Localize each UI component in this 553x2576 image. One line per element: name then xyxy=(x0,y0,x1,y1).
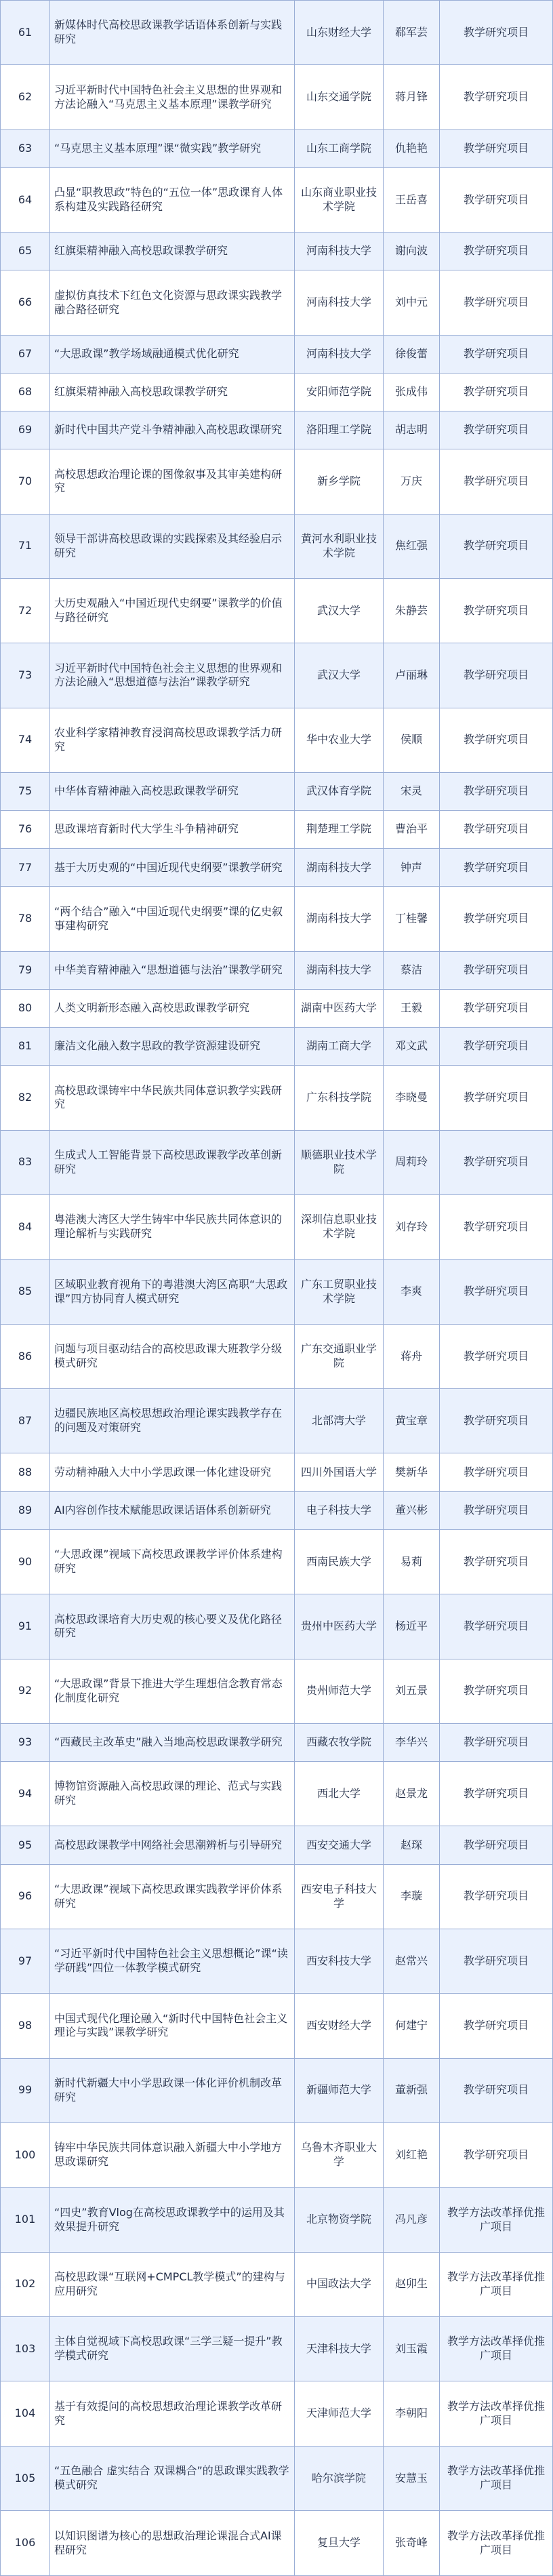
project-title: 基于有效提问的高校思想政治理论课教学改革研究 xyxy=(50,2381,295,2446)
school-name: 天津科技大学 xyxy=(295,2317,384,2381)
project-number: 72 xyxy=(1,578,50,643)
table-row xyxy=(1,2058,553,2122)
school-name: 西北大学 xyxy=(295,1762,384,1826)
table-row xyxy=(1,2188,553,2252)
school-name: 北京物资学院 xyxy=(295,2188,384,2252)
project-type: 教学研究项目 xyxy=(440,1130,553,1194)
project-type: 教学研究项目 xyxy=(440,1529,553,1594)
school-name: 电子科技大学 xyxy=(295,1491,384,1529)
project-type: 教学方法改革择优推广项目 xyxy=(440,2188,553,2252)
project-title: 博物馆资源融入高校思政课的理论、范式与实践研究 xyxy=(50,1762,295,1826)
project-number: 74 xyxy=(1,708,50,772)
project-title: 大历史观融入“中国近现代史纲要”课教学的价值与路径研究 xyxy=(50,578,295,643)
project-title: 问题与项目驱动结合的高校思政课大班教学分级模式研究 xyxy=(50,1324,295,1388)
table-row xyxy=(1,1260,553,1324)
table-row xyxy=(1,1723,553,1761)
school-name: 贵州中医药大学 xyxy=(295,1594,384,1659)
leader-name: 谢向波 xyxy=(384,233,440,270)
table-row xyxy=(1,1659,553,1723)
project-type: 教学研究项目 xyxy=(440,1389,553,1453)
project-title: “西藏民主改革史”融入当地高校思政课教学研究 xyxy=(50,1723,295,1761)
project-number: 75 xyxy=(1,773,50,811)
school-name: 湖南科技大学 xyxy=(295,849,384,887)
school-name: 顺德职业技术学院 xyxy=(295,1130,384,1194)
leader-name: 刘玉霞 xyxy=(384,2317,440,2381)
leader-name: 侯顺 xyxy=(384,708,440,772)
leader-name: 曹治平 xyxy=(384,811,440,849)
leader-name: 樊新华 xyxy=(384,1453,440,1491)
project-type: 教学研究项目 xyxy=(440,1028,553,1066)
school-name: 湖南科技大学 xyxy=(295,887,384,951)
table-row xyxy=(1,335,553,373)
project-number: 76 xyxy=(1,811,50,849)
school-name: 西南民族大学 xyxy=(295,1529,384,1594)
school-name: 西安交通大学 xyxy=(295,1826,384,1864)
project-title: 农业科学家精神教育浸润高校思政课教学活力研究 xyxy=(50,708,295,772)
project-number: 63 xyxy=(1,129,50,167)
project-title: 习近平新时代中国特色社会主义思想的世界观和方法论融入“马克思主义基本原理”课教学研究 xyxy=(50,65,295,129)
table-row xyxy=(1,1066,553,1130)
table-row xyxy=(1,2122,553,2187)
leader-name: 蒋月锋 xyxy=(384,65,440,129)
table-row xyxy=(1,951,553,989)
project-title: 高校思政课教学中网络社会思潮辨析与引导研究 xyxy=(50,1826,295,1864)
project-type: 教学方法改革择优推广项目 xyxy=(440,2252,553,2316)
project-type: 教学研究项目 xyxy=(440,270,553,335)
project-type: 教学研究项目 xyxy=(440,1826,553,1864)
project-number: 78 xyxy=(1,887,50,951)
leader-name: 黄宝章 xyxy=(384,1389,440,1453)
table-row xyxy=(1,849,553,887)
leader-name: 焦红强 xyxy=(384,514,440,578)
project-number: 102 xyxy=(1,2252,50,2316)
school-name: 乌鲁木齐职业大学 xyxy=(295,2122,384,2187)
school-name: 贵州师范大学 xyxy=(295,1659,384,1723)
project-title: 新时代新疆大中小学思政课一体化评价机制改革研究 xyxy=(50,2058,295,2122)
table-row xyxy=(1,167,553,232)
school-name: 广东交通职业学院 xyxy=(295,1324,384,1388)
leader-name: 李晓曼 xyxy=(384,1066,440,1130)
project-title: 基于大历史观的“中国近现代史纲要”课教学研究 xyxy=(50,849,295,887)
project-title: 劳动精神融入大中小学思政课一体化建设研究 xyxy=(50,1453,295,1491)
project-type: 教学研究项目 xyxy=(440,773,553,811)
project-title: “习近平新时代中国特色社会主义思想概论”课“读学研践”四位一体教学模式研究 xyxy=(50,1929,295,1993)
table-row xyxy=(1,1994,553,2058)
school-name: 山东财经大学 xyxy=(295,1,384,65)
table-row xyxy=(1,2446,553,2510)
leader-name: 董新强 xyxy=(384,2058,440,2122)
project-title: “大思政课”教学场域融通模式优化研究 xyxy=(50,335,295,373)
table-row xyxy=(1,990,553,1028)
leader-name: 胡志明 xyxy=(384,411,440,449)
project-type: 教学研究项目 xyxy=(440,373,553,411)
project-type: 教学研究项目 xyxy=(440,1929,553,1993)
project-title: “大思政课”视域下高校思政课教学评价体系建构研究 xyxy=(50,1529,295,1594)
leader-name: 蒋舟 xyxy=(384,1324,440,1388)
leader-name: 钟声 xyxy=(384,849,440,887)
project-title: “两个结合”融入“中国近现代史纲要”课的亿史叙事建构研究 xyxy=(50,887,295,951)
project-type: 教学研究项目 xyxy=(440,1324,553,1388)
project-number: 95 xyxy=(1,1826,50,1864)
school-name: 北部湾大学 xyxy=(295,1389,384,1453)
project-title: 领导干部讲高校思政课的实践探索及其经验启示研究 xyxy=(50,514,295,578)
project-type: 教学研究项目 xyxy=(440,811,553,849)
project-number: 71 xyxy=(1,514,50,578)
project-title: 以知识图谱为核心的思想政治理论课混合式AI课程研究 xyxy=(50,2511,295,2576)
table-row xyxy=(1,1130,553,1194)
project-number: 88 xyxy=(1,1453,50,1491)
school-name: 华中农业大学 xyxy=(295,708,384,772)
project-title: 高校思政课“互联网+CMPCL教学模式”的建构与应用研究 xyxy=(50,2252,295,2316)
project-number: 93 xyxy=(1,1723,50,1761)
school-name: 河南科技大学 xyxy=(295,233,384,270)
table-row xyxy=(1,411,553,449)
table-row xyxy=(1,1,553,65)
table-row xyxy=(1,373,553,411)
project-number: 62 xyxy=(1,65,50,129)
project-number: 91 xyxy=(1,1594,50,1659)
project-number: 106 xyxy=(1,2511,50,2576)
leader-name: 邓文武 xyxy=(384,1028,440,1066)
project-title: “四史”教育Vlog在高校思政课教学中的运用及其效果提升研究 xyxy=(50,2188,295,2252)
project-number: 104 xyxy=(1,2381,50,2446)
project-number: 97 xyxy=(1,1929,50,1993)
project-title: 中华美育精神融入“思想道德与法治”课教学研究 xyxy=(50,951,295,989)
project-number: 100 xyxy=(1,2122,50,2187)
leader-name: 赵景龙 xyxy=(384,1762,440,1826)
school-name: 新疆师范大学 xyxy=(295,2058,384,2122)
table-row xyxy=(1,1762,553,1826)
project-number: 99 xyxy=(1,2058,50,2122)
table-row xyxy=(1,1453,553,1491)
project-number: 61 xyxy=(1,1,50,65)
table-row xyxy=(1,449,553,514)
table-row xyxy=(1,1529,553,1594)
school-name: 哈尔滨学院 xyxy=(295,2446,384,2510)
school-name: 武汉大学 xyxy=(295,578,384,643)
table-row xyxy=(1,270,553,335)
project-type: 教学研究项目 xyxy=(440,1762,553,1826)
table-row xyxy=(1,1028,553,1066)
project-type: 教学研究项目 xyxy=(440,2058,553,2122)
project-title: 边疆民族地区高校思想政治理论课实践教学存在的问题及对策研究 xyxy=(50,1389,295,1453)
table-row xyxy=(1,708,553,772)
leader-name: 李璇 xyxy=(384,1864,440,1929)
table-row xyxy=(1,643,553,708)
table-row xyxy=(1,1929,553,1993)
school-name: 中国政法大学 xyxy=(295,2252,384,2316)
project-type: 教学研究项目 xyxy=(440,849,553,887)
project-title: 人类文明新形态融入高校思政课教学研究 xyxy=(50,990,295,1028)
table-row xyxy=(1,578,553,643)
project-type: 教学方法改革择优推广项目 xyxy=(440,2511,553,2576)
table-row xyxy=(1,1195,553,1260)
project-table-body xyxy=(1,1,553,2576)
project-title: AI内容创作技术赋能思政课话语体系创新研究 xyxy=(50,1491,295,1529)
leader-name: 朱静芸 xyxy=(384,578,440,643)
leader-name: 卢丽琳 xyxy=(384,643,440,708)
school-name: 西安科技大学 xyxy=(295,1929,384,1993)
project-type: 教学研究项目 xyxy=(440,1659,553,1723)
leader-name: 刘五景 xyxy=(384,1659,440,1723)
table-row xyxy=(1,129,553,167)
school-name: 黄河水利职业技术学院 xyxy=(295,514,384,578)
leader-name: 刘存玲 xyxy=(384,1195,440,1260)
table-row xyxy=(1,1826,553,1864)
project-number: 73 xyxy=(1,643,50,708)
project-number: 94 xyxy=(1,1762,50,1826)
leader-name: 赵常兴 xyxy=(384,1929,440,1993)
leader-name: 杨近平 xyxy=(384,1594,440,1659)
table-row xyxy=(1,2381,553,2446)
project-type: 教学研究项目 xyxy=(440,1453,553,1491)
school-name: 河南科技大学 xyxy=(295,270,384,335)
school-name: 广东工贸职业技术学院 xyxy=(295,1260,384,1324)
project-number: 101 xyxy=(1,2188,50,2252)
project-type: 教学方法改革择优推广项目 xyxy=(440,2381,553,2446)
project-number: 64 xyxy=(1,167,50,232)
table-row xyxy=(1,811,553,849)
project-type: 教学方法改革择优推广项目 xyxy=(440,2317,553,2381)
project-type: 教学研究项目 xyxy=(440,1066,553,1130)
project-number: 89 xyxy=(1,1491,50,1529)
project-number: 79 xyxy=(1,951,50,989)
project-title: 红旗渠精神融入高校思政课教学研究 xyxy=(50,373,295,411)
project-title: 中国式现代化理论融入“新时代中国特色社会主义理论与实践”课教学研究 xyxy=(50,1994,295,2058)
leader-name: 周莉玲 xyxy=(384,1130,440,1194)
project-type: 教学研究项目 xyxy=(440,449,553,514)
school-name: 山东商业职业技术学院 xyxy=(295,167,384,232)
project-number: 70 xyxy=(1,449,50,514)
leader-name: 万庆 xyxy=(384,449,440,514)
project-type: 教学研究项目 xyxy=(440,1195,553,1260)
project-title: 铸牢中华民族共同体意识融入新疆大中小学地方思政课研究 xyxy=(50,2122,295,2187)
project-type: 教学研究项目 xyxy=(440,335,553,373)
project-title: 中华体育精神融入高校思政课教学研究 xyxy=(50,773,295,811)
leader-name: 王岳喜 xyxy=(384,167,440,232)
school-name: 山东交通学院 xyxy=(295,65,384,129)
project-type: 教学研究项目 xyxy=(440,514,553,578)
table-row xyxy=(1,2511,553,2576)
project-title: “大思政课”背景下推进大学生理想信念教育常态化制度化研究 xyxy=(50,1659,295,1723)
leader-name: 冯凡彦 xyxy=(384,2188,440,2252)
project-type: 教学研究项目 xyxy=(440,65,553,129)
leader-name: 蔡洁 xyxy=(384,951,440,989)
project-title: 凸显“职教思政”特色的“五位一体”思政课育人体系构建及实践路径研究 xyxy=(50,167,295,232)
project-number: 69 xyxy=(1,411,50,449)
table-row xyxy=(1,1491,553,1529)
project-title: 高校思政课铸牢中华民族共同体意识教学实践研究 xyxy=(50,1066,295,1130)
project-number: 103 xyxy=(1,2317,50,2381)
leader-name: 赵琛 xyxy=(384,1826,440,1864)
project-type: 教学研究项目 xyxy=(440,411,553,449)
school-name: 四川外国语大学 xyxy=(295,1453,384,1491)
project-type: 教学研究项目 xyxy=(440,990,553,1028)
project-title: “大思政课”视域下高校思政课实践教学评价体系研究 xyxy=(50,1864,295,1929)
project-number: 65 xyxy=(1,233,50,270)
school-name: 新乡学院 xyxy=(295,449,384,514)
project-type: 教学研究项目 xyxy=(440,167,553,232)
project-title: “马克思主义基本原理”课“微实践”教学研究 xyxy=(50,129,295,167)
project-title: 主体自觉视域下高校思政课“三学三疑一提升”教学模式研究 xyxy=(50,2317,295,2381)
project-type: 教学研究项目 xyxy=(440,1,553,65)
project-number: 68 xyxy=(1,373,50,411)
table-row xyxy=(1,773,553,811)
table-row xyxy=(1,1864,553,1929)
project-number: 84 xyxy=(1,1195,50,1260)
school-name: 山东工商学院 xyxy=(295,129,384,167)
school-name: 安阳师范学院 xyxy=(295,373,384,411)
project-type: 教学研究项目 xyxy=(440,1491,553,1529)
school-name: 西藏农牧学院 xyxy=(295,1723,384,1761)
project-title: 生成式人工智能背景下高校思政课教学改革创新研究 xyxy=(50,1130,295,1194)
project-number: 86 xyxy=(1,1324,50,1388)
table-row xyxy=(1,2317,553,2381)
leader-name: 丁桂馨 xyxy=(384,887,440,951)
school-name: 天津师范大学 xyxy=(295,2381,384,2446)
project-title: 高校思政课培育大历史观的核心要义及优化路径研究 xyxy=(50,1594,295,1659)
school-name: 广东科技学院 xyxy=(295,1066,384,1130)
project-number: 98 xyxy=(1,1994,50,2058)
project-number: 90 xyxy=(1,1529,50,1594)
table-row xyxy=(1,1594,553,1659)
school-name: 湖南科技大学 xyxy=(295,951,384,989)
leader-name: 郗军芸 xyxy=(384,1,440,65)
school-name: 西安财经大学 xyxy=(295,1994,384,2058)
project-number: 105 xyxy=(1,2446,50,2510)
project-number: 82 xyxy=(1,1066,50,1130)
leader-name: 宋灵 xyxy=(384,773,440,811)
leader-name: 何建宁 xyxy=(384,1994,440,2058)
project-title: 思政课培育新时代大学生斗争精神研究 xyxy=(50,811,295,849)
school-name: 武汉体育学院 xyxy=(295,773,384,811)
school-name: 荆楚理工学院 xyxy=(295,811,384,849)
table-row xyxy=(1,65,553,129)
project-type: 教学研究项目 xyxy=(440,1723,553,1761)
leader-name: 张成伟 xyxy=(384,373,440,411)
leader-name: 李爽 xyxy=(384,1260,440,1324)
project-number: 77 xyxy=(1,849,50,887)
project-type: 教学研究项目 xyxy=(440,1864,553,1929)
school-name: 武汉大学 xyxy=(295,643,384,708)
leader-name: 张奇峰 xyxy=(384,2511,440,2576)
table-row xyxy=(1,233,553,270)
project-type: 教学研究项目 xyxy=(440,951,553,989)
leader-name: 刘红艳 xyxy=(384,2122,440,2187)
project-type: 教学研究项目 xyxy=(440,129,553,167)
school-name: 湖南中医药大学 xyxy=(295,990,384,1028)
project-type: 教学研究项目 xyxy=(440,643,553,708)
project-number: 80 xyxy=(1,990,50,1028)
project-number: 66 xyxy=(1,270,50,335)
project-type: 教学研究项目 xyxy=(440,2122,553,2187)
leader-name: 董兴彬 xyxy=(384,1491,440,1529)
project-number: 67 xyxy=(1,335,50,373)
project-title: 粤港澳大湾区大学生铸牢中华民族共同体意识的理论解析与实践研究 xyxy=(50,1195,295,1260)
leader-name: 李华兴 xyxy=(384,1723,440,1761)
school-name: 深圳信息职业技术学院 xyxy=(295,1195,384,1260)
table-row xyxy=(1,1389,553,1453)
project-number: 87 xyxy=(1,1389,50,1453)
project-type: 教学研究项目 xyxy=(440,708,553,772)
leader-name: 仇艳艳 xyxy=(384,129,440,167)
project-number: 96 xyxy=(1,1864,50,1929)
project-title: 廉洁文化融入数字思政的教学资源建设研究 xyxy=(50,1028,295,1066)
project-type: 教学研究项目 xyxy=(440,1260,553,1324)
school-name: 湖南工商大学 xyxy=(295,1028,384,1066)
project-title: 虚拟仿真技术下红色文化资源与思政课实践教学融合路径研究 xyxy=(50,270,295,335)
leader-name: 易莉 xyxy=(384,1529,440,1594)
project-title: 区域职业教育视角下的粤港澳大湾区高职“大思政课”四方协同育人模式研究 xyxy=(50,1260,295,1324)
table-row xyxy=(1,887,553,951)
leader-name: 安慧玉 xyxy=(384,2446,440,2510)
table-row xyxy=(1,2252,553,2316)
school-name: 复旦大学 xyxy=(295,2511,384,2576)
table-row xyxy=(1,1324,553,1388)
project-number: 85 xyxy=(1,1260,50,1324)
project-type: 教学方法改革择优推广项目 xyxy=(440,2446,553,2510)
project-type: 教学研究项目 xyxy=(440,578,553,643)
project-title: 新媒体时代高校思政课教学话语体系创新与实践研究 xyxy=(50,1,295,65)
leader-name: 徐俊蕾 xyxy=(384,335,440,373)
school-name: 西安电子科技大学 xyxy=(295,1864,384,1929)
project-number: 92 xyxy=(1,1659,50,1723)
leader-name: 王毅 xyxy=(384,990,440,1028)
project-type: 教学研究项目 xyxy=(440,1994,553,2058)
leader-name: 赵卯生 xyxy=(384,2252,440,2316)
project-title: 新时代中国共产党斗争精神融入高校思政课研究 xyxy=(50,411,295,449)
project-title: 高校思想政治理论课的图像叙事及其审美建构研究 xyxy=(50,449,295,514)
project-title: 红旗渠精神融入高校思政课教学研究 xyxy=(50,233,295,270)
project-type: 教学研究项目 xyxy=(440,887,553,951)
project-number: 83 xyxy=(1,1130,50,1194)
project-title: “五色融合 虚实结合 双课耦合”的思政课实践教学模式研究 xyxy=(50,2446,295,2510)
table-row xyxy=(1,514,553,578)
school-name: 洛阳理工学院 xyxy=(295,411,384,449)
project-number: 81 xyxy=(1,1028,50,1066)
project-type: 教学研究项目 xyxy=(440,1594,553,1659)
project-title: 习近平新时代中国特色社会主义思想的世界观和方法论融入“思想道德与法治”课教学研究 xyxy=(50,643,295,708)
leader-name: 李朝阳 xyxy=(384,2381,440,2446)
leader-name: 刘中元 xyxy=(384,270,440,335)
project-type: 教学研究项目 xyxy=(440,233,553,270)
school-name: 河南科技大学 xyxy=(295,335,384,373)
